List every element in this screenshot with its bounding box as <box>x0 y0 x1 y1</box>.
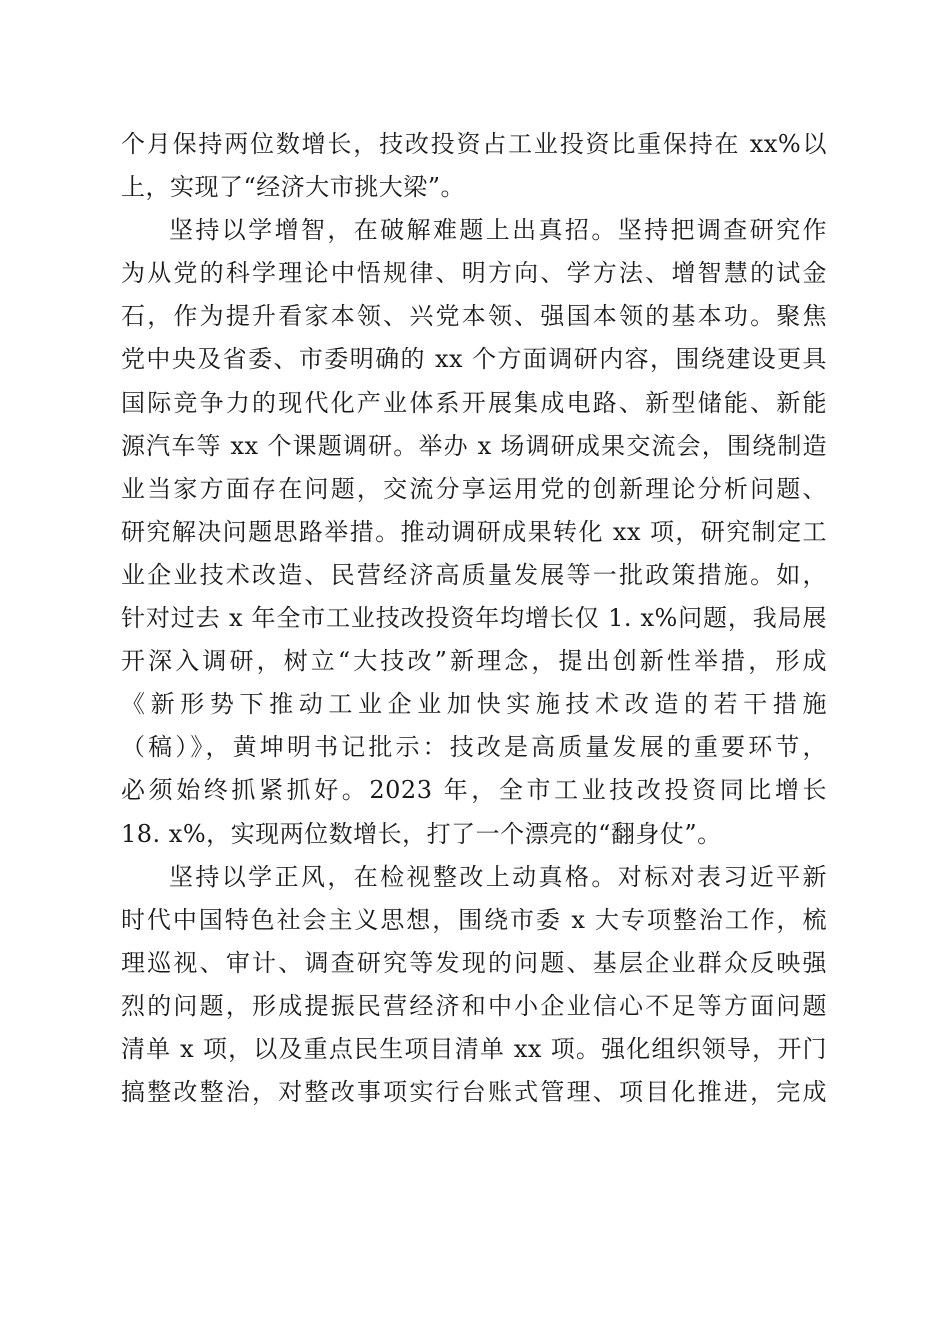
paragraph-first-line: 坚持以学增智，在破解难题上出真招。坚持把调查研究作 <box>169 216 827 245</box>
text-line: （稿）》，黄坤明书记批示：技改是高质量发展的重要环节， <box>121 733 827 762</box>
text-line: 理巡视、审计、调查研究等发现的问题、基层企业群众反映强 <box>121 948 827 977</box>
body-text <box>121 123 827 1114</box>
text-line: 源汽车等 xx 个课题调研。举办 x 场调研成果交流会，围绕制造 <box>121 431 827 460</box>
paragraph-first-line: 坚持以学正风，在检视整改上动真格。对标对表习近平新 <box>169 862 827 891</box>
text-line: 石，作为提升看家本领、兴党本领、强国本领的基本功。聚焦 <box>121 302 827 331</box>
text-line: 18. x%，实现两位数增长，打了一个漂亮的“翻身仗”。 <box>121 819 722 848</box>
text-line: 为从党的科学理论中悟规律、明方向、学方法、增智慧的试金 <box>121 259 827 288</box>
text-line: 清单 x 项，以及重点民生项目清单 xx 项。强化组织领导，开门 <box>121 1034 827 1063</box>
text-line: 业当家方面存在问题，交流分享运用党的创新理论分析问题、 <box>121 474 827 503</box>
text-line: 针对过去 x 年全市工业技改投资年均增长仅 1. x%问题，我局展 <box>121 604 827 633</box>
text-line: 党中央及省委、市委明确的 xx 个方面调研内容，围绕建设更具 <box>121 345 827 374</box>
text-line: 研究解决问题思路举措。推动调研成果转化 xx 项，研究制定工 <box>121 517 827 546</box>
text-line: 开深入调研，树立“大技改”新理念，提出创新性举措，形成 <box>121 647 827 676</box>
text-line: 时代中国特色社会主义思想，围绕市委 x 大专项整治工作，梳 <box>121 905 827 934</box>
text-line: 个月保持两位数增长，技改投资占工业投资比重保持在 xx%以 <box>121 130 827 158</box>
text-line: 上，实现了“经济大市挑大梁”。 <box>121 173 466 202</box>
text-line: 烈的问题，形成提振民营经济和中小企业信心不足等方面问题 <box>121 991 827 1020</box>
text-line: 搞整改整治，对整改事项实行台账式管理、项目化推进，完成 <box>121 1078 827 1107</box>
text-line: 《新形势下推动工业企业加快实施技术改造的若干措施 <box>121 690 827 719</box>
text-line: 必须始终抓紧抓好。2023 年，全市工业技改投资同比增长 <box>121 776 827 805</box>
text-line: 业企业技术改造、民营经济高质量发展等一批政策措施。如， <box>121 560 827 589</box>
text-line: 国际竞争力的现代化产业体系开展集成电路、新型储能、新能 <box>121 388 827 417</box>
